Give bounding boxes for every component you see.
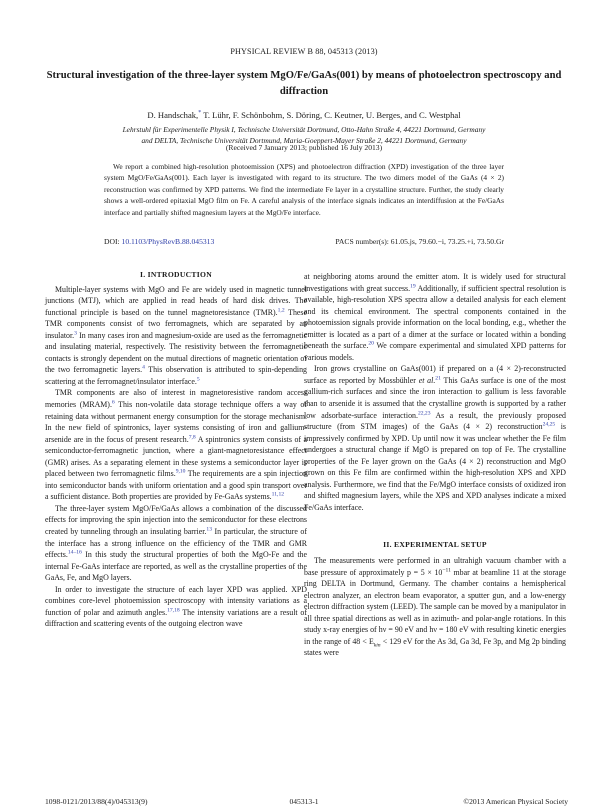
paragraph: at neighboring atoms around the emitter atom. It is widely used for structural investigations with great success.$^{19}$ Additionally, if sufficient spectral resolution is available, high-resolution XPS spectra allow a detailed analysis for each element and its chemical environment. The spectral components contained in the photoemission signals provide information on the local bonding, e.g., whether the emitter is located as a part of a dimer at the surface or located within a bonding beneath the surface.$^{20}$ We compare experimental and simulated XPD patterns for various models. bbox=[304, 272, 566, 362]
citation-link[interactable]: 5 bbox=[196, 376, 200, 383]
paragraph: The three-layer system MgO/Fe/GaAs allows a combination of the discussed effects for improving the spin injection into the semiconductor for these electrons created by tunneling through an insulating barrier.$^{13}$ In particular, the structure of the interface has a strong influence on the efficiency of the TMR and GMR effects.$^{14-16}$ In this study the structural properties of both the MgO-Fe and the internal Fe-GaAs interface are reported, as well as the crystalline properties of the GaAs, Fe, and MgO layers. bbox=[45, 503, 307, 583]
right-column bbox=[304, 271, 566, 659]
section-heading-introduction: I. INTRODUCTION bbox=[139, 270, 212, 279]
paragraph: The measurements were performed in an ultrahigh vacuum chamber with a base pressure of approximately $p = 5 \times 10^{-11}$ mbar at beamline 11 at the storage ring DELTA in Dortmund, Germany. The chamber contains a hemispherical electron analyzer, an electron beam evaporator, a sputter gun, and a low-energy electron diffraction system (LEED). The sample can be moved by a manipulator in all three spatial directions as well as in azimuth- and polar-angle rotations. In this study x-ray energies of hν = 90 eV and hν = 180 eV with resulting kinetic energies in the range of $48 < E_{kin} < 129$ eV for the As 3d, Ga 3d, Fe 3p, and Mg 2p binding states were bbox=[304, 556, 566, 658]
paper-title: Structural investigation of the three-layer system MgO/Fe/GaAs(001) by means of photoelectron spectroscopy and diffraction bbox=[46, 70, 562, 97]
citation-link[interactable]: 17,18 bbox=[167, 607, 180, 614]
citation-link[interactable]: 7,8 bbox=[188, 434, 196, 441]
citation-link[interactable]: 20 bbox=[368, 340, 374, 347]
citation-link[interactable]: 4 bbox=[142, 364, 145, 371]
citation-link[interactable]: 14–16 bbox=[67, 549, 82, 556]
corresponding-author-link[interactable]: * bbox=[198, 110, 202, 117]
citation-link[interactable]: 22,23 bbox=[417, 409, 431, 416]
paragraph: TMR components are also of interest in magnetoresistive random access memories (MRAM).$^6$ This non-volatile data storage technique offers a way of retaining data without permanent energy consumption for the storage mechanism. In the new field of spintronics, layer systems consisting of iron and gallium-arsenide are in the focus of present research.$^{7,8}$ A spintronics system consists of a semiconductor-ferromagnetic junction, where a giant-magnetoresistance effect (GMR) arises. As a separating element in these systems a semiconductor layer is placed between two ferromagnetic films.$^{9,10}$ The requirements are a spin injection into semiconductor bands with uniform orientation and a good spin transport over a sufficient distance. Both properties are provided by Fe-GaAs systems.$^{11,12}$ bbox=[45, 388, 307, 502]
author-rest: T. Lühr, F. Schönbohm, S. Döring, C. Keutner, U. Berges, and C. Westphal bbox=[201, 110, 461, 120]
citation-link[interactable]: 21 bbox=[435, 375, 441, 382]
pacs-numbers: PACS number(s): 61.05.js, 79.60.−i, 73.25.+i, 73.50.Gr bbox=[335, 237, 504, 246]
abstract: We report a combined high-resolution photoemission (XPS) and photoelectron diffraction (XPD) investigation of the three layer system MgO/Fe/GaAs(001). Each layer is investigated with regard to its structure. The two dimers model of the GaAs (4 × 2) reconstruction was confirmed by XPD patterns. We find the intermediate Fe layer in a crystalline structure. Further, the study clearly shows a well-ordered epitaxial MgO film on Fe. A careful analysis of the interface signals indicates an interdiffusion at the Fe/GaAs interface and partially shifted magnesium layers at the MgO/Fe interface. bbox=[104, 162, 504, 217]
doi-link[interactable]: 10.1103/PhysRevB.88.045313 bbox=[121, 237, 215, 246]
received-dates: (Received 7 January 2013; published 16 July 2013) bbox=[225, 143, 383, 152]
paragraph: Multiple-layer systems with MgO and Fe are widely used in magnetic tunnel junctions (MTJ), which are applied in read heads of hard disk drives. The functional principle is based on the tunnel magnetoresistance (TMR).$^{1,2}$ These TMR components consist of two ferromagnets, which are separated by an insulator.$^3$ In many cases iron and magnesium-oxide are used as the ferromagnetic and insulating material, respectively. The resistivity between the ferromagnetic contacts is strongly dependent on the mutual directions of magnetic orientation of the two ferromagnetic layers.$^4$ This observation is attributed to spin-depending scattering at the ferromagnet/insulator interface.$^5$ bbox=[45, 284, 308, 386]
doi-label: DOI: bbox=[104, 237, 122, 246]
footer-copyright: ©2013 American Physical Society bbox=[463, 797, 568, 806]
citation-link[interactable]: 13 bbox=[206, 526, 212, 533]
citation-link[interactable]: 9,10 bbox=[175, 468, 186, 475]
citation-link[interactable]: 19 bbox=[410, 282, 416, 289]
citation-link[interactable]: 11,12 bbox=[271, 491, 285, 498]
footer-issn: 1098-0121/2013/88(4)/045313(9) bbox=[45, 797, 148, 806]
citation-link[interactable]: 24,25 bbox=[542, 421, 556, 428]
doi-pacs-row bbox=[104, 237, 504, 246]
affiliation-line-2: and DELTA, Technische Universität Dortmund, Maria-Goeppert-Mayer Straße 2, 44221 Dortmund, Germany bbox=[141, 136, 467, 146]
citation-link[interactable]: 3 bbox=[74, 330, 77, 337]
journal-header: PHYSICAL REVIEW B 88, 045313 (2013) bbox=[230, 47, 378, 56]
citation-link[interactable]: 6 bbox=[111, 399, 115, 406]
paragraph: Iron grows crystalline on GaAs(001) if prepared on a (4 × 2)-reconstructed surface as reported by Mossbühler et al.$^{21}$ This GaAs surface is one of the most gallium-rich surfaces and since the iron interaction to gallium is less favorable than to arsenide it is assumed that the crystalline growth is supported by a rather low adsorbate-surface interaction.$^{22,23}$ As a result, the previously proposed structure (from STM images) of the GaAs (4 × 2) reconstruction$^{24,25}$ is impressively confirmed by XPD. Up until now it was unclear whether the Fe film undergoes a structural change if MgO is prepared on top of Fe. The crystalline properties of the Fe layer grown on the GaAs (4 × 2) reconstruction and MgO grown on this Fe film are confirmed within the high-resolution XPS and XPD analysis. Furthermore, we find that the Fe/MgO interface consists of oxidized iron and shifted magnesium layers, while the XPS and XPD analyses indicate a mixed Fe/GaAs interface. bbox=[304, 364, 566, 512]
affiliation-line-1: Lehrstuhl für Experimentelle Physik I, Technische Universität Dortmund, Otto-Hahn Straße 4, 44221 Dortmund, Germany bbox=[122, 125, 486, 134]
doi bbox=[104, 237, 214, 246]
paragraph: In order to investigate the structure of each layer XPD was applied. XPD combines core-level photoemission spectroscopy with intensity variations as a function of polar and azimuth angles.$^{17,18}$ The intensity variations are a result of diffraction and scattering events of the outgoing electron wave bbox=[45, 584, 307, 629]
author-first: D. Handschak, bbox=[147, 110, 199, 120]
section-heading-experimental-setup: II. EXPERIMENTAL SETUP bbox=[383, 540, 487, 550]
citation-link[interactable]: 1,2 bbox=[277, 307, 285, 314]
left-column bbox=[45, 265, 307, 630]
page-number: 045313-1 bbox=[289, 797, 319, 806]
author-list bbox=[0, 110, 608, 120]
